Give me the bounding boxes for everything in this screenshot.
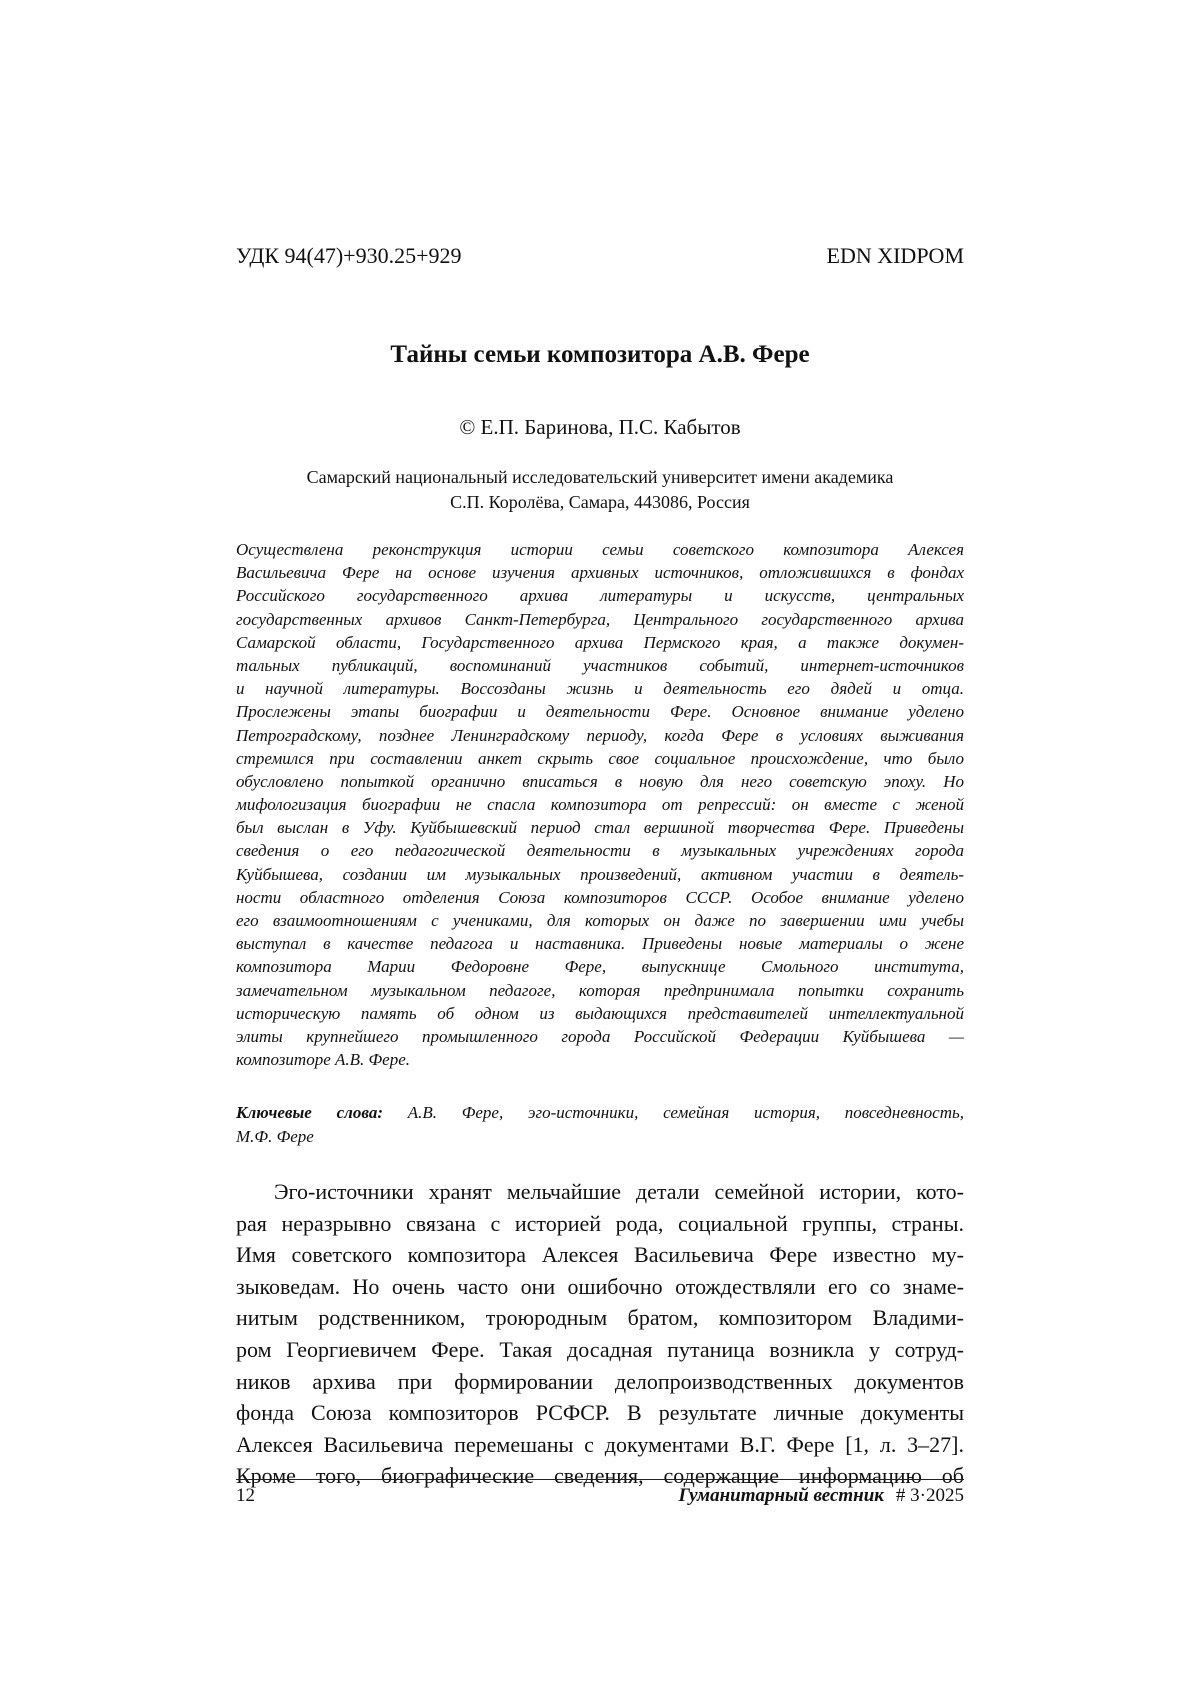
abstract-line: историческую память об одном из выдающихся представителей интеллектуальной (236, 1003, 964, 1023)
abstract-line: его взаимоотношениям с учениками, для которых он даже по завершении ими учебы (236, 911, 964, 930)
footer-rule (236, 1479, 964, 1480)
abstract-line: и научной литературы. Воссозданы жизнь и деятельность его дядей и отца. (236, 679, 964, 699)
edn-code: EDN XIDPOM (826, 243, 964, 268)
abstract-line: мифологизация биографии не спасла композитора от репрессий: он вместе с женой (236, 795, 964, 815)
abstract-line: композиторе А.В. Фере. (236, 1050, 411, 1070)
keywords (236, 1101, 964, 1148)
page-number: 12 (236, 1485, 255, 1506)
body-line: ром Георгиевичем Фере. Такая досадная путаница возникла у сотруд- (236, 1336, 964, 1362)
abstract-line: Прослежены этапы биографии и деятельности Фере. Основное внимание уделено (236, 702, 964, 722)
abstract-line: стремился при составлении анкет скрыть свое социальное происхождение, что было (236, 748, 964, 768)
abstract-line: выступал в качестве педагога и наставника. Приведены новые материалы о жене (236, 934, 964, 954)
body-text (236, 1176, 964, 1492)
affiliation-line: Самарский национальный исследовательский университет имени академика (306, 467, 894, 487)
article-authors: © Е.П. Баринова, П.С. Кабытов (459, 415, 741, 439)
keywords-line (236, 1101, 964, 1125)
journal-name: Гуманитарный вестник (678, 1485, 884, 1506)
abstract-line: Российского государственного архива литературы и искусств, центральных (236, 586, 964, 606)
abstract-line: Петроградскому, позднее Ленинградскому периоду, когда Фере в условиях выживания (236, 725, 964, 745)
abstract-line: Самарской области, Государственного архива Пермского края, а также докумен- (236, 632, 964, 652)
abstract-line: ности областного отделения Союза композиторов СССР. Особое внимание уделено (236, 887, 964, 907)
body-line: ников архива при формировании делопроизводственных документов (236, 1368, 964, 1394)
body-line: Эго-источники хранят мельчайшие детали семейной истории, кото- (274, 1179, 964, 1204)
keywords-list: А.В. Фере, эго-источники, семейная история, повседневность, (407, 1103, 964, 1122)
abstract-line: замечательном музыкальном педагоге, которая предпринимала попытки сохранить (236, 980, 964, 1000)
abstract (236, 538, 964, 1071)
article-title: Тайны семьи композитора А.В. Фере (390, 341, 810, 368)
body-line: нитым родственником, троюродным братом, композитором Владими- (236, 1305, 964, 1331)
journal-info (678, 1484, 964, 1508)
abstract-line: обусловлено попыткой органично вписаться в новую для него советскую эпоху. Но (236, 771, 964, 791)
udk-code: УДК 94(47)+930.25+929 (236, 243, 462, 268)
affiliation-line: С.П. Королёва, Самара, 443086, Россия (450, 492, 750, 512)
abstract-line: Осуществлена реконструкция истории семьи советского композитора Алексея (236, 540, 964, 559)
body-line: Алексея Васильевича перемешаны с документами В.Г. Фере [1, л. 3–27]. (236, 1431, 964, 1457)
journal-issue: # 3·2025 (895, 1485, 964, 1506)
abstract-line: элиты крупнейшего промышленного города Российской Федерации Куйбышева — (236, 1026, 964, 1046)
abstract-line: тальных публикаций, воспоминаний участников событий, интернет-источников (236, 655, 964, 675)
keywords-label: Ключевые слова: (236, 1103, 383, 1122)
affiliation (236, 465, 964, 515)
abstract-line: Васильевича Фере на основе изучения архивных источников, отложившихся в фондах (236, 563, 964, 583)
body-line: Имя советского композитора Алексея Васильевича Фере известно му- (236, 1242, 964, 1268)
abstract-line: сведения о его педагогической деятельности в музыкальных учреждениях города (236, 841, 964, 861)
body-line: фонда Союза композиторов РСФСР. В результате личные документы (236, 1400, 964, 1426)
body-line: зыковедам. Но очень часто они ошибочно отождествляли его со знаме- (236, 1273, 964, 1299)
abstract-line: был выслан в Уфу. Куйбышевский период стал вершиной творчества Фере. Приведены (236, 818, 964, 838)
abstract-line: композитора Марии Федоровне Фере, выпускнице Смольного института, (236, 957, 964, 977)
page-footer (236, 1484, 964, 1508)
abstract-line: государственных архивов Санкт-Петербурга, Центрального государственного архива (236, 609, 964, 629)
keywords-line: М.Ф. Фере (236, 1126, 314, 1146)
abstract-line: Куйбышева, создании им музыкальных произведений, активном участии в деятель- (236, 864, 964, 884)
body-line: Кроме того, биографические сведения, содержащие информацию об (236, 1463, 964, 1489)
header-meta (236, 243, 964, 269)
body-line: рая неразрывно связана с историей рода, социальной группы, страны. (236, 1210, 964, 1236)
